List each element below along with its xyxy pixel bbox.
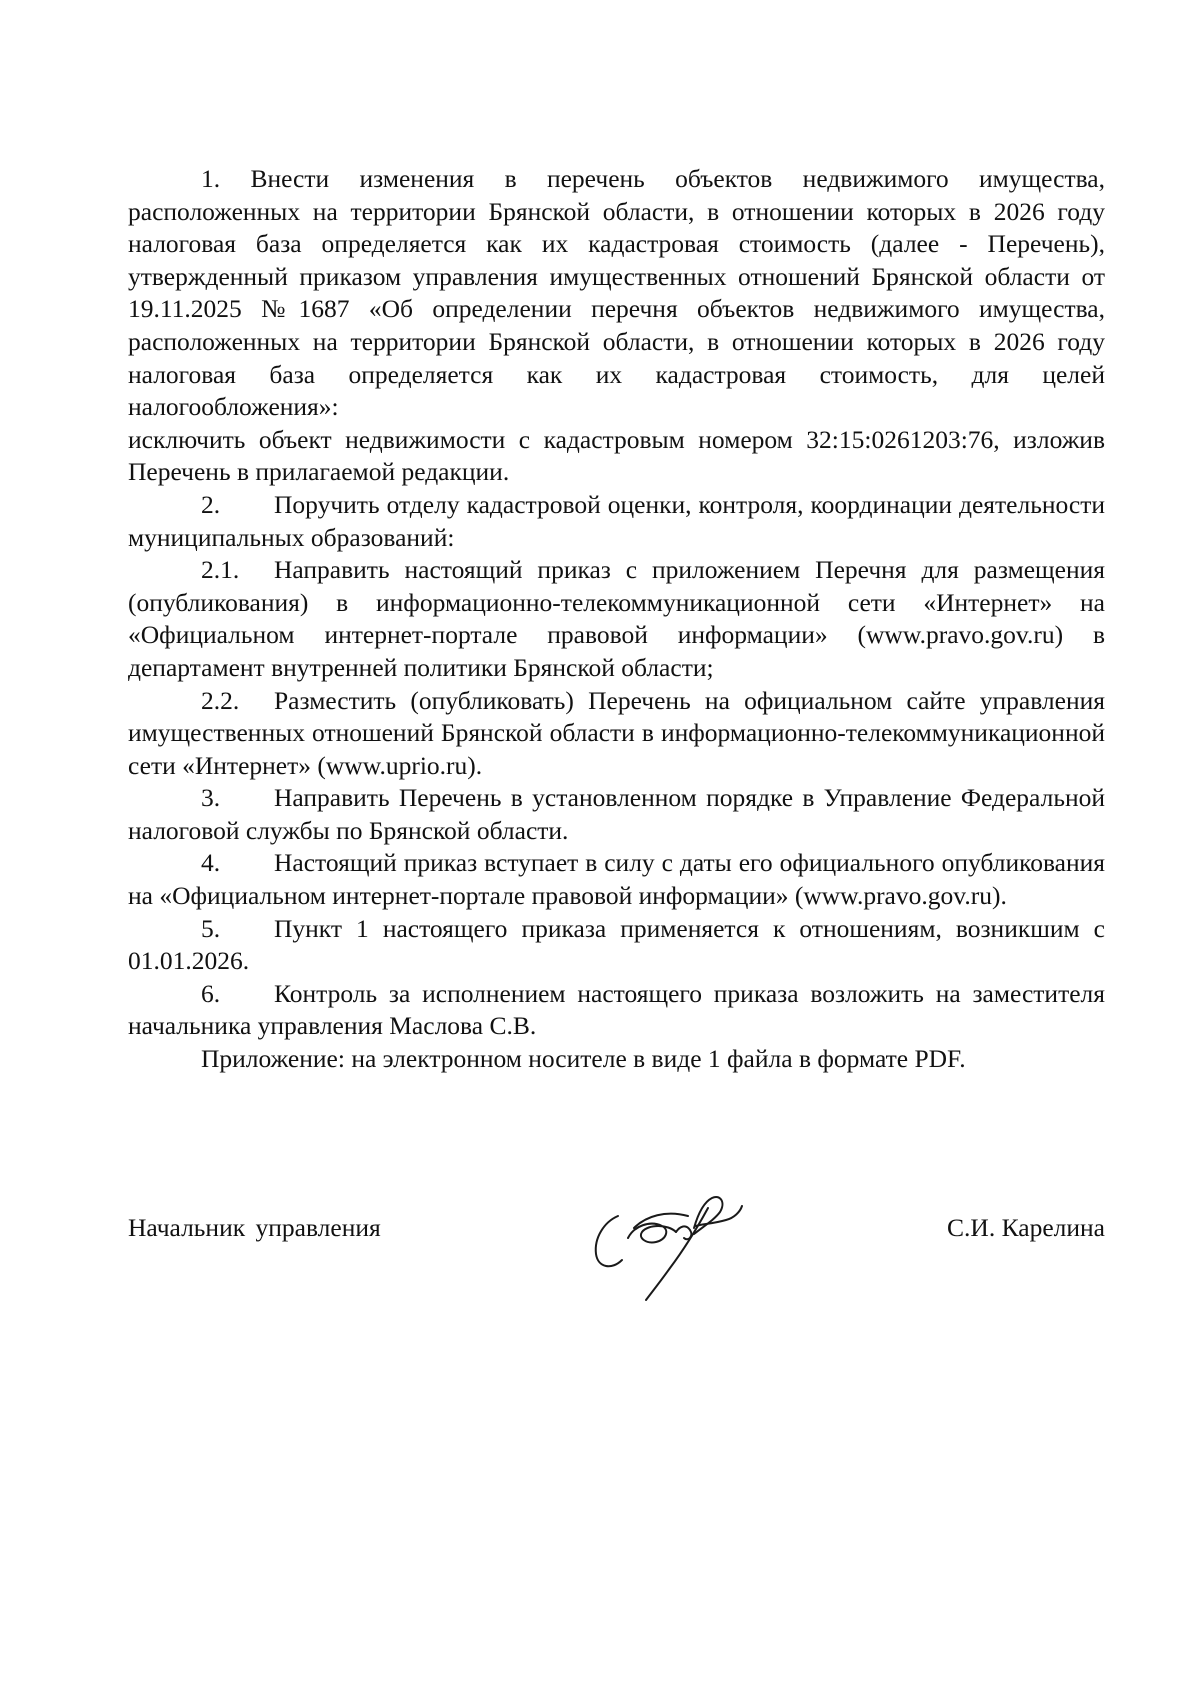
paragraph-text: Контроль за исполнением настоящего приказа возложить на заместителя начальника управления Маслова С.В.	[128, 978, 1105, 1041]
paragraph-number: 5.	[201, 913, 221, 943]
paragraph-text: 1. Внести изменения в перечень объектов недвижимого имущества, расположенных на территории Брянской области, в отношении которых в 2026 году налоговая база определяется как их кадастровая стоимость (далее - Перечень), утвержденный приказом управления имущественных отношений Брянской области от 19.11.2025 №1687 «Об определении перечня объектов недвижимого имущества, расположенных на территории Брянской области, в отношении которых в 2026 году налоговая база определяется как их кадастровая стоимость, для целей налогообложения»:	[128, 164, 1105, 422]
paragraph-number: 2.1.	[201, 555, 240, 585]
paragraph-1	[128, 163, 1105, 424]
paragraph-text: Разместить (опубликовать) Перечень на официальном сайте управления имущественных отношений Брянской области в информационно-телекоммуникационной сети «Интернет» (www.uprio.ru).	[128, 685, 1105, 780]
signer-role: Начальник управления	[128, 1213, 381, 1242]
handwritten-signature-icon	[576, 1180, 756, 1305]
paragraph-number: 2.	[201, 489, 221, 519]
paragraph-3	[128, 782, 1105, 847]
paragraph-2-1	[128, 554, 1105, 684]
paragraph-text: исключить объект недвижимости с кадастровым номером 32:15:0261203:76, изложив Перечень в прилагаемой редакции.	[128, 424, 1105, 487]
signature-block	[128, 1195, 1105, 1325]
paragraph-4	[128, 847, 1105, 912]
paragraph-number: 4.	[201, 848, 221, 878]
paragraph-1-exclusion	[128, 424, 1105, 489]
paragraph-text: Настоящий приказ вступает в силу с даты его официального опубликования на «Официальном интернет-портале правовой информации» (www.pravo.gov.ru).	[128, 848, 1105, 911]
paragraph-2-2	[128, 685, 1105, 783]
paragraph-text: Пункт 1 настоящего приказа применяется к отношениям, возникшим с 01.01.2026.	[128, 913, 1105, 976]
paragraph-number: 2.2.	[201, 685, 240, 715]
paragraph-text: Поручить отделу кадастровой оценки, контроля, координации деятельности муниципальных образований:	[128, 489, 1105, 552]
paragraph-text: Приложение: на электронном носителе в виде 1 файла в формате PDF.	[201, 1044, 966, 1074]
paragraph-number: 3.	[201, 783, 221, 813]
paragraph-text: Направить настоящий приказ с приложением Перечня для размещения (опубликования) в информационно-телекоммуникационной сети «Интернет» на «Официальном интернет-портале правовой информации» (www.pravo.gov.ru) в департамент внутренней политики Брянской области;	[128, 555, 1105, 682]
paragraph-2	[128, 489, 1105, 554]
paragraph-6	[128, 978, 1105, 1043]
paragraph-5	[128, 913, 1105, 978]
paragraph-number: 6.	[201, 978, 221, 1008]
document-body	[128, 163, 1105, 1076]
signer-name: С.И. Карелина	[947, 1213, 1105, 1242]
paragraph-text: Направить Перечень в установленном порядке в Управление Федеральной налоговой службы по Брянской области.	[128, 783, 1105, 845]
attachment-note	[128, 1043, 1105, 1076]
